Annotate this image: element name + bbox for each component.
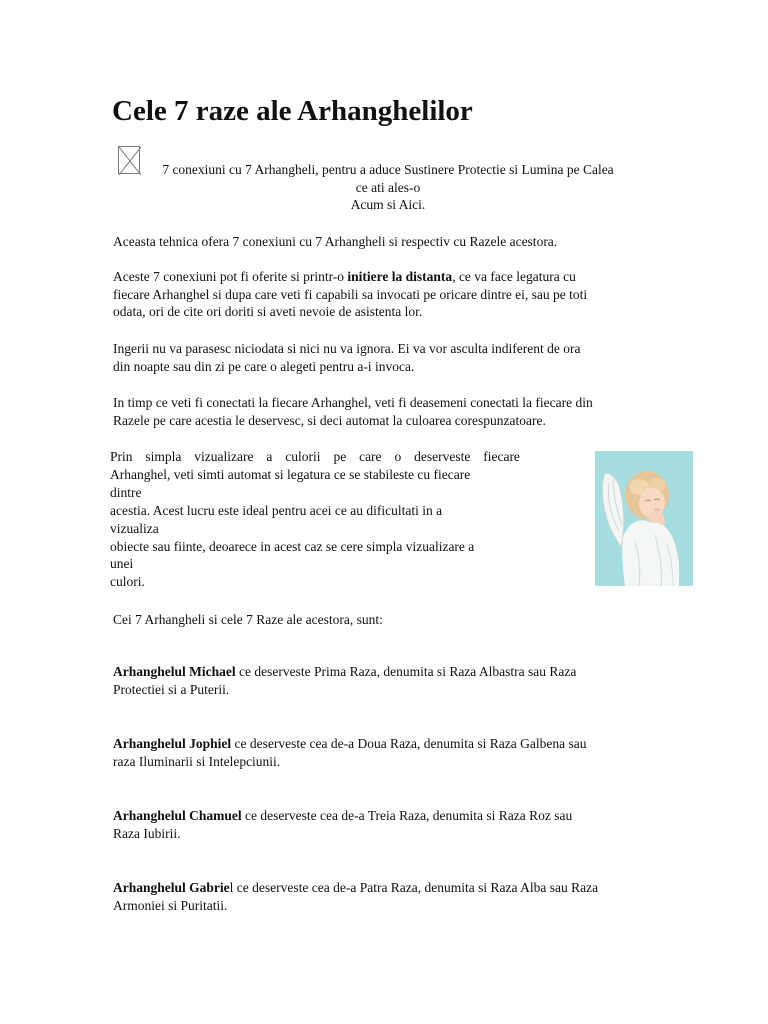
archangel-entry-1-line-2: Protectiei si a Puterii.: [113, 681, 230, 697]
paragraph-1-line: Aceasta tehnica ofera 7 conexiuni cu 7 Arhangheli si respectiv cu Razele acestora.: [113, 234, 558, 249]
archangel-entry-1-line-1: [113, 663, 658, 681]
archangel-name: Arhanghelul Chamuel: [113, 808, 242, 823]
archangel-description: ce deserveste cea de-a Patra Raza, denumita si Raza Alba sau Raza: [233, 880, 599, 895]
word: fiecare: [483, 449, 520, 464]
intro-line-2: ce ati ales-o: [355, 179, 421, 195]
archangel-entry-4-line-2: Armoniei si Puritatii.: [113, 897, 228, 913]
archangel-entry-2-line-1: [113, 735, 658, 753]
paragraph-2-bold: initiere la distanta: [347, 269, 453, 284]
word: deserveste: [414, 449, 471, 464]
paragraph-3-line-2: din noapte sau din zi pe care o alegeti pentru a-i invoca.: [113, 358, 415, 374]
word: o: [394, 449, 402, 464]
page-title: Cele 7 raze ale Arhanghelilor: [112, 95, 473, 127]
archangel-description: ce deserveste Prima Raza, denumita si Raza Albastra sau Raza: [235, 664, 577, 679]
angel-image: [595, 451, 693, 586]
paragraph-5-line-7: unei: [110, 556, 134, 572]
word: a: [266, 449, 273, 464]
paragraph-5-line-4: acestia. Acest lucru este ideal pentru acei ce au dificultati in a: [110, 502, 443, 518]
paragraph-5-line-3: dintre: [110, 484, 142, 500]
archangel-entry-4: [113, 879, 658, 914]
archangel-entry-2-line-2: raza Iluminarii si Intelepciunii.: [113, 753, 281, 769]
archangel-entry-1: [113, 663, 658, 698]
archangel-description: ce deserveste cea de-a Treia Raza, denumita si Raza Roz sau: [241, 808, 573, 823]
paragraph-4-line-2: Razele pe care acestia le deservesc, si deci automat la culoarea corespunzatoare.: [113, 412, 546, 428]
archangel-entry-4-line-1: [113, 879, 658, 897]
paragraph-5-line-8: culori.: [110, 574, 145, 590]
paragraph-2: [113, 268, 658, 321]
paragraph-6: [113, 611, 658, 629]
word: culorii: [285, 449, 321, 464]
archangel-description: ce deserveste cea de-a Doua Raza, denumita si Raza Galbena sau: [231, 736, 587, 751]
archangel-entry-3: [113, 807, 658, 842]
archangel-name-tail: l: [229, 880, 234, 895]
paragraph-5-line-6: obiecte sau fiinte, deoarece in acest caz se cere simpla vizualizare a: [110, 538, 475, 554]
paragraph-6-line: Cei 7 Arhangheli si cele 7 Raze ale acestora, sunt:: [113, 612, 383, 627]
paragraph-4: [113, 394, 658, 429]
paragraph-1: [113, 233, 658, 251]
archangel-name: Arhanghelul Michael: [113, 664, 236, 679]
paragraph-4-line-1: In timp ce veti fi conectati la fiecare Arhanghel, veti fi deasemeni conectati la fiecare din: [113, 395, 593, 410]
intro-line-1: 7 conexiuni cu 7 Arhangheli, pentru a aduce Sustinere Protectie si Lumina pe Calea: [162, 162, 614, 177]
paragraph-2-text-a: Aceste 7 conexiuni pot fi oferite si printr-o: [113, 269, 348, 284]
word: Prin: [110, 449, 133, 464]
paragraph-2-line-1: [113, 268, 658, 286]
word: care: [359, 449, 382, 464]
intro-text: [118, 146, 658, 214]
archangel-entry-3-line-1: [113, 807, 658, 825]
paragraph-5: [110, 448, 520, 591]
intro-line-3: Acum si Aici.: [350, 197, 426, 212]
archangel-entry-2: [113, 735, 658, 770]
paragraph-5-line-5: vizualiza: [110, 520, 159, 536]
word: pe: [333, 449, 347, 464]
paragraph-5-line-2: Arhanghel, veti simti automat si legatura ce se stabileste cu fiecare: [110, 466, 471, 482]
paragraph-5-line-1: [110, 448, 520, 466]
word: simpla: [145, 449, 182, 464]
word: vizualizare: [194, 449, 254, 464]
paragraph-2-line-2: fiecare Arhanghel si dupa care veti fi capabili sa invocati pe oricare dintre ei, sau pe toti: [113, 286, 588, 302]
broken-image-icon: [118, 146, 140, 174]
intro-block: [118, 146, 658, 214]
archangel-entry-3-line-2: Raza Iubirii.: [113, 825, 181, 841]
archangel-name: Arhanghelul Gabrie: [113, 880, 230, 895]
paragraph-3: [113, 340, 658, 375]
paragraph-2-line-3: odata, ori de cite ori doriti si aveti nevoie de asistenta lor.: [113, 304, 423, 320]
paragraph-3-line-1: Ingerii nu va parasesc niciodata si nici nu va ignora. Ei va vor asculta indiferent de ora: [113, 341, 581, 356]
archangel-name: Arhanghelul Jophiel: [113, 736, 232, 751]
paragraph-2-text-c: , ce va face legatura cu: [452, 269, 576, 284]
